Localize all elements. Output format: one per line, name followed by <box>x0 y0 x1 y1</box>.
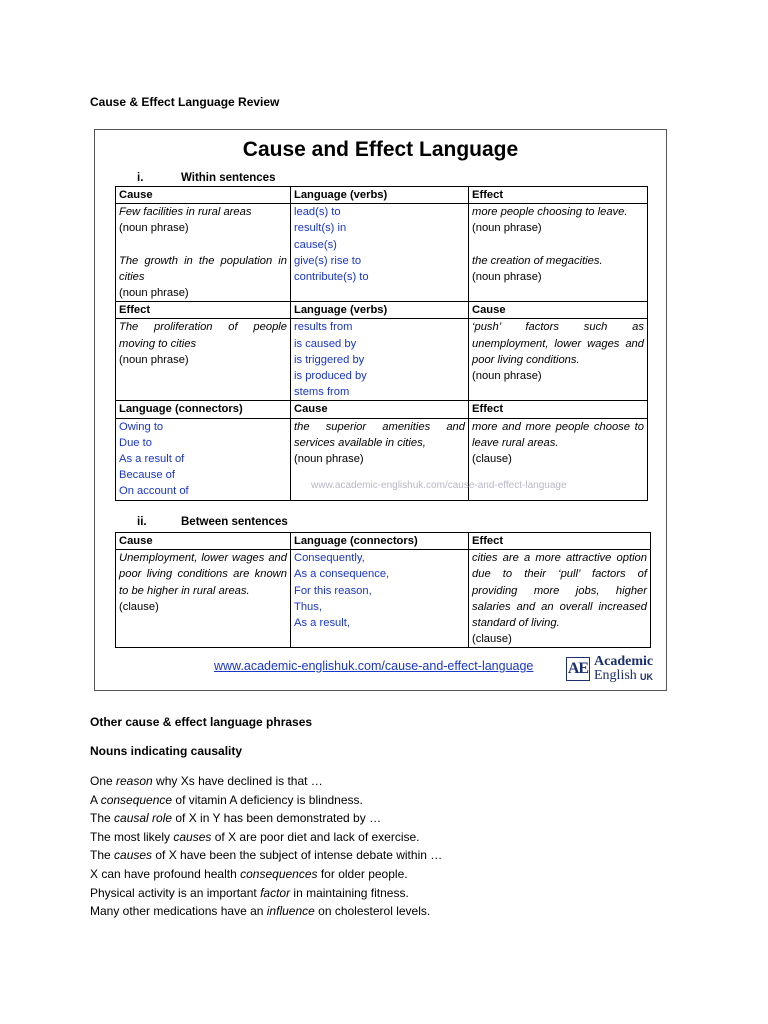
list-item: The causes of X have been the subject of intense debate within … <box>90 848 443 863</box>
connector-phrase: As a result of <box>119 453 185 466</box>
table-header-row <box>116 533 651 550</box>
phrase-type: (noun phrase) <box>472 222 542 235</box>
cause-example: ‘push’ factors such as unemployment, lower wages and poor living conditions. <box>472 321 644 366</box>
section-number: i. <box>137 172 144 184</box>
table-header-row <box>116 302 648 319</box>
key-noun: factor <box>260 885 291 900</box>
header-cell: Effect <box>469 401 648 418</box>
header-cell: Effect <box>469 533 651 550</box>
table-row <box>116 550 651 648</box>
nouns-heading: Nouns indicating causality <box>90 744 243 758</box>
academic-english-uk-logo <box>566 655 658 685</box>
cause-example: Few facilities in rural areas <box>119 206 252 219</box>
section-title: Between sentences <box>181 516 288 528</box>
table-header-row <box>116 401 648 418</box>
connector-phrase: Thus, <box>294 600 322 613</box>
verb-phrase: is caused by <box>294 337 357 350</box>
header-cell: Effect <box>469 187 648 204</box>
section-heading-between <box>137 516 288 528</box>
effect-example: the creation of megacities. <box>472 254 603 267</box>
header-cell: Cause <box>469 302 648 319</box>
connector-phrase: On account of <box>119 485 189 498</box>
table-header-row <box>116 187 648 204</box>
verb-phrase: stems from <box>294 386 350 399</box>
effect-example: more and more people choose to leave rural areas. <box>472 420 644 449</box>
logo-text-uk: UK <box>640 672 653 682</box>
connector-phrase: Consequently, <box>294 552 365 565</box>
verb-phrase: contribute(s) to <box>294 271 369 284</box>
logo-text-academic: Academic <box>594 654 654 669</box>
key-noun: causes <box>173 829 212 844</box>
phrase-type: (clause) <box>119 600 159 613</box>
phrase-type: (noun phrase) <box>472 370 542 383</box>
watermark-url: www.academic-englishuk.com/cause-and-effect-language <box>311 480 567 491</box>
verbs-cell <box>291 319 469 401</box>
cause-example: The growth in the population in cities <box>119 254 287 283</box>
section-number: ii. <box>137 516 147 528</box>
section-title: Within sentences <box>181 172 276 184</box>
connector-phrase: Due to <box>119 436 152 449</box>
phrase-list <box>90 772 442 921</box>
table-row <box>116 204 648 302</box>
list-item: One reason why Xs have declined is that … <box>90 774 323 788</box>
verb-phrase: is triggered by <box>294 353 365 366</box>
effect-example: cities are a more attractive option due to their ‘pull’ factors of providing more jobs, higher salaries and an overall increased standard of living. <box>472 552 647 630</box>
connector-phrase: Because of <box>119 469 175 482</box>
effect-example: The proliferation of people moving to cities <box>119 321 287 350</box>
phrase-type: (noun phrase) <box>472 270 542 283</box>
between-sentences-table <box>115 532 651 648</box>
connectors-cell <box>291 550 469 648</box>
header-cell: Language (verbs) <box>291 187 469 204</box>
header-cell: Language (connectors) <box>116 401 291 418</box>
effect-example: more people choosing to leave. <box>472 206 628 219</box>
cause-cell <box>469 319 648 401</box>
verb-phrase: is produced by <box>294 370 367 383</box>
phrase-type: (clause) <box>472 453 512 466</box>
verbs-cell <box>291 204 469 302</box>
effect-cell <box>469 204 648 302</box>
logo-text-english: English <box>594 668 637 683</box>
cause-cell <box>116 204 291 302</box>
phrase-type: (noun phrase) <box>119 222 189 235</box>
cause-example: the superior amenities and services available in cities, <box>294 420 465 449</box>
phrase-type: (noun phrase) <box>119 353 189 366</box>
logo-mark: AE <box>566 657 590 681</box>
connector-phrase: As a consequence, <box>294 568 390 581</box>
key-noun: causal role <box>114 811 173 826</box>
verb-phrase: results from <box>294 321 353 334</box>
header-cell: Language (connectors) <box>291 533 469 550</box>
effect-cell <box>116 319 291 401</box>
connector-phrase: Owing to <box>119 420 164 433</box>
verb-phrase: lead(s) to <box>294 206 341 219</box>
table-row <box>116 319 648 401</box>
verb-phrase: result(s) in <box>294 222 347 235</box>
figure-title: Cause and Effect Language <box>242 138 519 161</box>
phrase-type: (clause) <box>472 633 512 646</box>
header-cell: Language (verbs) <box>291 302 469 319</box>
section-heading-within <box>137 172 275 184</box>
cause-effect-figure <box>94 129 667 691</box>
header-cell: Effect <box>116 302 291 319</box>
verb-phrase: give(s) rise to <box>294 254 362 267</box>
key-noun: influence <box>266 904 315 919</box>
key-noun: consequences <box>240 866 318 881</box>
list-item: Many other medications have an influence on cholesterol levels. <box>90 904 431 919</box>
phrase-type: (noun phrase) <box>119 287 189 300</box>
key-noun: reason <box>116 774 153 788</box>
header-cell: Cause <box>116 187 291 204</box>
connectors-cell <box>116 418 291 500</box>
header-cell: Cause <box>116 533 291 550</box>
list-item: Physical activity is an important factor in maintaining fitness. <box>90 885 409 900</box>
within-sentences-table <box>115 186 648 501</box>
cause-example: Unemployment, lower wages and poor living conditions are known to be higher in rural areas. <box>119 552 287 597</box>
header-cell: Cause <box>291 401 469 418</box>
list-item: X can have profound health consequences for older people. <box>90 866 408 881</box>
effect-cell <box>469 550 651 648</box>
phrase-type: (noun phrase) <box>294 453 364 466</box>
website-link[interactable]: www.academic-englishuk.com/cause-and-effect-language <box>214 659 534 673</box>
list-item: The causal role of X in Y has been demonstrated by … <box>90 811 382 826</box>
connector-phrase: For this reason, <box>294 584 372 597</box>
verb-phrase: cause(s) <box>294 238 337 251</box>
cause-cell <box>116 550 291 648</box>
list-item: The most likely causes of X are poor diet and lack of exercise. <box>90 829 420 844</box>
key-noun: causes <box>114 848 153 863</box>
key-noun: consequence <box>100 792 173 807</box>
other-phrases-heading: Other cause & effect language phrases <box>90 715 313 729</box>
connector-phrase: As a result, <box>294 617 350 630</box>
document-heading: Cause & Effect Language Review <box>90 95 280 109</box>
list-item: A consequence of vitamin A deficiency is blindness. <box>90 792 363 807</box>
